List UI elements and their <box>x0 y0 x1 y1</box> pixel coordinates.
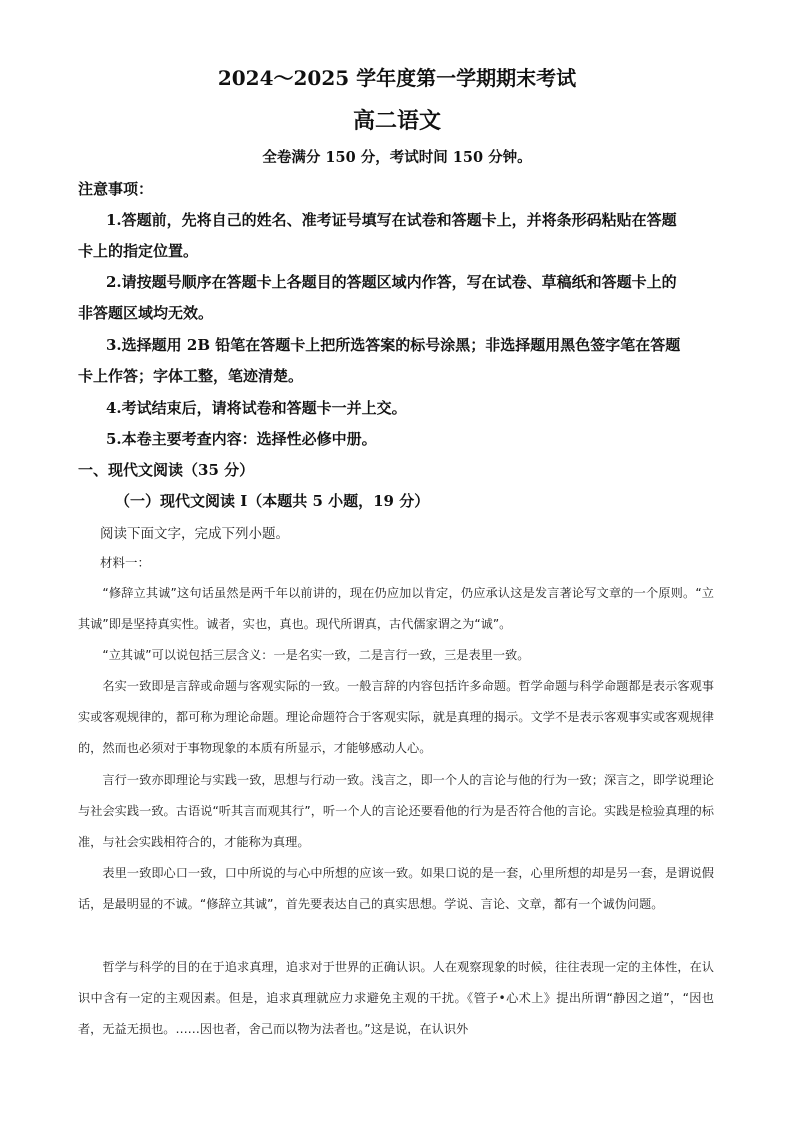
passage-paragraph-3: 名实一致即是言辞或命题与客观实际的一致。一般言辞的内容包括许多命题。哲学命题与科学命题都是表示客观事实或客观规律的，都可称为理论命题。理论命题符合于客观实际，就是真理的揭示。文学不是表示客观事实或客观规律的，然而也必须对于事物现象的本质有所显示，才能够感动人心。 <box>78 679 714 755</box>
passage-paragraph-1: “修辞立其诚”这句话虽然是两千年以前讲的，现在仍应加以肯定，仍应承认这是发言著论写文章的一个原则。“立其诚”即是坚持真实性。诚者，实也，真也。现代所谓真，古代儒家谓之为“诚”。 <box>78 586 714 631</box>
passage-paragraph-6: 哲学与科学的目的在于追求真理，追求对于世界的正确认识。人在观察现象的时候，往往表现一定的主体性，在认识中含有一定的主观因素。但是，追求真理就应力求避免主观的干扰。《管子•心术上》提出所谓“静因之道”，“因也者，无益无损也。……因也者，舍己而以物为法者也。”这是说，在认识外 <box>78 960 714 1036</box>
notice-item-1-line-2: 卡上的指定位置。 <box>78 242 199 260</box>
notice-item-4: 4.考试结束后，请将试卷和答题卡一并上交。 <box>106 399 407 417</box>
section-subheading: （一）现代文阅读 I（本题共 5 小题，19 分） <box>115 492 430 510</box>
exam-title: 2024～2025 学年度第一学期期末考试 <box>217 66 577 90</box>
notice-item-5: 5.本卷主要考查内容：选择性必修中册。 <box>106 430 377 448</box>
notice-item-1-line-1: 1.答题前，先将自己的姓名、准考证号填写在试卷和答题卡上，并将条形码粘贴在答题 <box>106 211 677 229</box>
notice-heading: 注意事项： <box>78 180 154 198</box>
notice-item-3-line-1: 3.选择题用 2B 铅笔在答题卡上把所选答案的标号涂黑；非选择题用黑色签字笔在答题 <box>106 336 681 354</box>
passage-paragraph-5: 表里一致即心口一致，口中所说的与心中所想的应该一致。如果口说的是一套，心里所想的却是另一套，是谓说假话，是最明显的不诚。“修辞立其诚”，首先要表达自己的真实思想。学说、言论、文章，都有一个诚伪问题。 <box>78 866 714 911</box>
passage-paragraph-2: “立其诚”可以说包括三层含义：一是名实一致，二是言行一致，三是表里一致。 <box>102 648 530 662</box>
notice-item-2-line-1: 2.请按题号顺序在答题卡上各题目的答题区域内作答，写在试卷、草稿纸和答题卡上的 <box>106 273 677 291</box>
subject-title: 高二语文 <box>352 108 441 134</box>
notice-item-3-line-2: 卡上作答；字体工整，笔迹清楚。 <box>78 367 304 385</box>
material-label: 材料一： <box>100 555 151 570</box>
exam-info: 全卷满分 150 分，考试时间 150 分钟。 <box>262 149 532 166</box>
passage-paragraph-4: 言行一致亦即理论与实践一致，思想与行动一致。浅言之，即一个人的言论与他的行为一致；深言之，即学说理论与社会实践一致。古语说“听其言而观其行”，听一个人的言论还要看他的行为是否符合他的言论。实践是检验真理的标准，与社会实践相符合的，才能称为真理。 <box>78 773 714 849</box>
notice-item-2-line-2: 非答题区域均无效。 <box>78 304 214 322</box>
section-heading: 一、现代文阅读（35 分） <box>78 461 255 479</box>
reading-instruction: 阅读下面文字，完成下列小题。 <box>100 526 289 542</box>
